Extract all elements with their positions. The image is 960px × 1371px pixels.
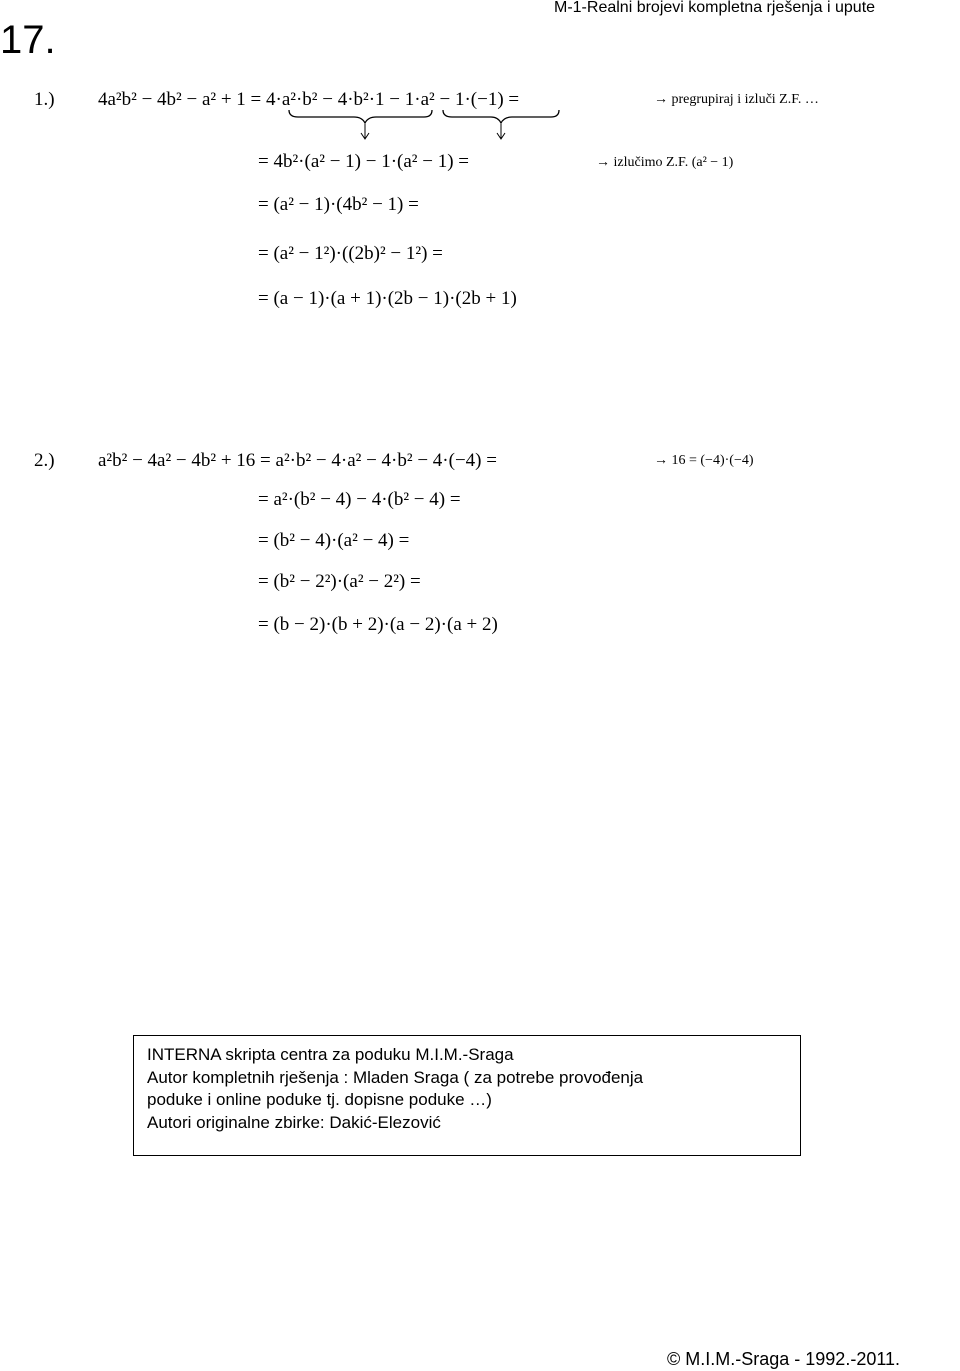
info-line-3: poduke i online poduke tj. dopisne poduke …)	[147, 1090, 492, 1109]
problem2-line-2: = a²·(b² − 4) − 4·(b² − 4) =	[258, 489, 461, 510]
page-header-title: M-1-Realni brojevi kompletna rješenja i upute	[554, 0, 876, 16]
info-box	[133, 1035, 801, 1156]
problem2-line-4: = (b² − 2²)·(a² − 2²) =	[258, 571, 421, 592]
info-line-4: Autori originalne zbirke: Dakić-Elezović	[147, 1112, 441, 1132]
problem1-note-factor: → izlučimo Z.F. (a² − 1)	[596, 155, 734, 170]
problem1-line-3: = (a² − 1)·(4b² − 1) =	[258, 194, 419, 215]
problem1-note-regroup: → pregrupiraj i izluči Z.F. …	[654, 92, 819, 107]
problem1-line-2: = 4b²·(a² − 1) − 1·(a² − 1) =	[258, 151, 469, 172]
footer-copyright: © M.I.M.-Sraga - 1992.-2011.	[667, 1349, 901, 1369]
problem2-note-sixteen: → 16 = (−4)·(−4)	[654, 453, 754, 468]
problem2-line-1: a²b² − 4a² − 4b² + 16 = a²·b² − 4·a² − 4·b² − 4·(−4) =	[98, 450, 497, 471]
problem1-line-4: = (a² − 1²)·((2b)² − 1²) =	[258, 243, 443, 264]
grouping-braces	[286, 108, 566, 142]
right-brace	[443, 110, 559, 123]
problem1-line-1: 4a²b² − 4b² − a² + 1 = 4·a²·b² − 4·b²·1 − 1·a² − 1·(−1) =	[98, 89, 520, 110]
problem2-line-5: = (b − 2)·(b + 2)·(a − 2)·(a + 2)	[258, 614, 498, 635]
problem1-line-5: = (a − 1)·(a + 1)·(2b − 1)·(2b + 1)	[258, 288, 517, 309]
info-line-2: Autor kompletnih rješenja : Mladen Sraga ( za potrebe provođenja	[147, 1067, 644, 1087]
problem-number: 17.	[0, 18, 56, 62]
problem2-line-3: = (b² − 4)·(a² − 4) =	[258, 530, 410, 551]
problem2-label: 2.)	[34, 450, 55, 471]
info-line-1: INTERNA skripta centra za poduku M.I.M.-Sraga	[147, 1045, 514, 1064]
problem1-label: 1.)	[34, 89, 55, 110]
left-brace	[289, 110, 432, 123]
